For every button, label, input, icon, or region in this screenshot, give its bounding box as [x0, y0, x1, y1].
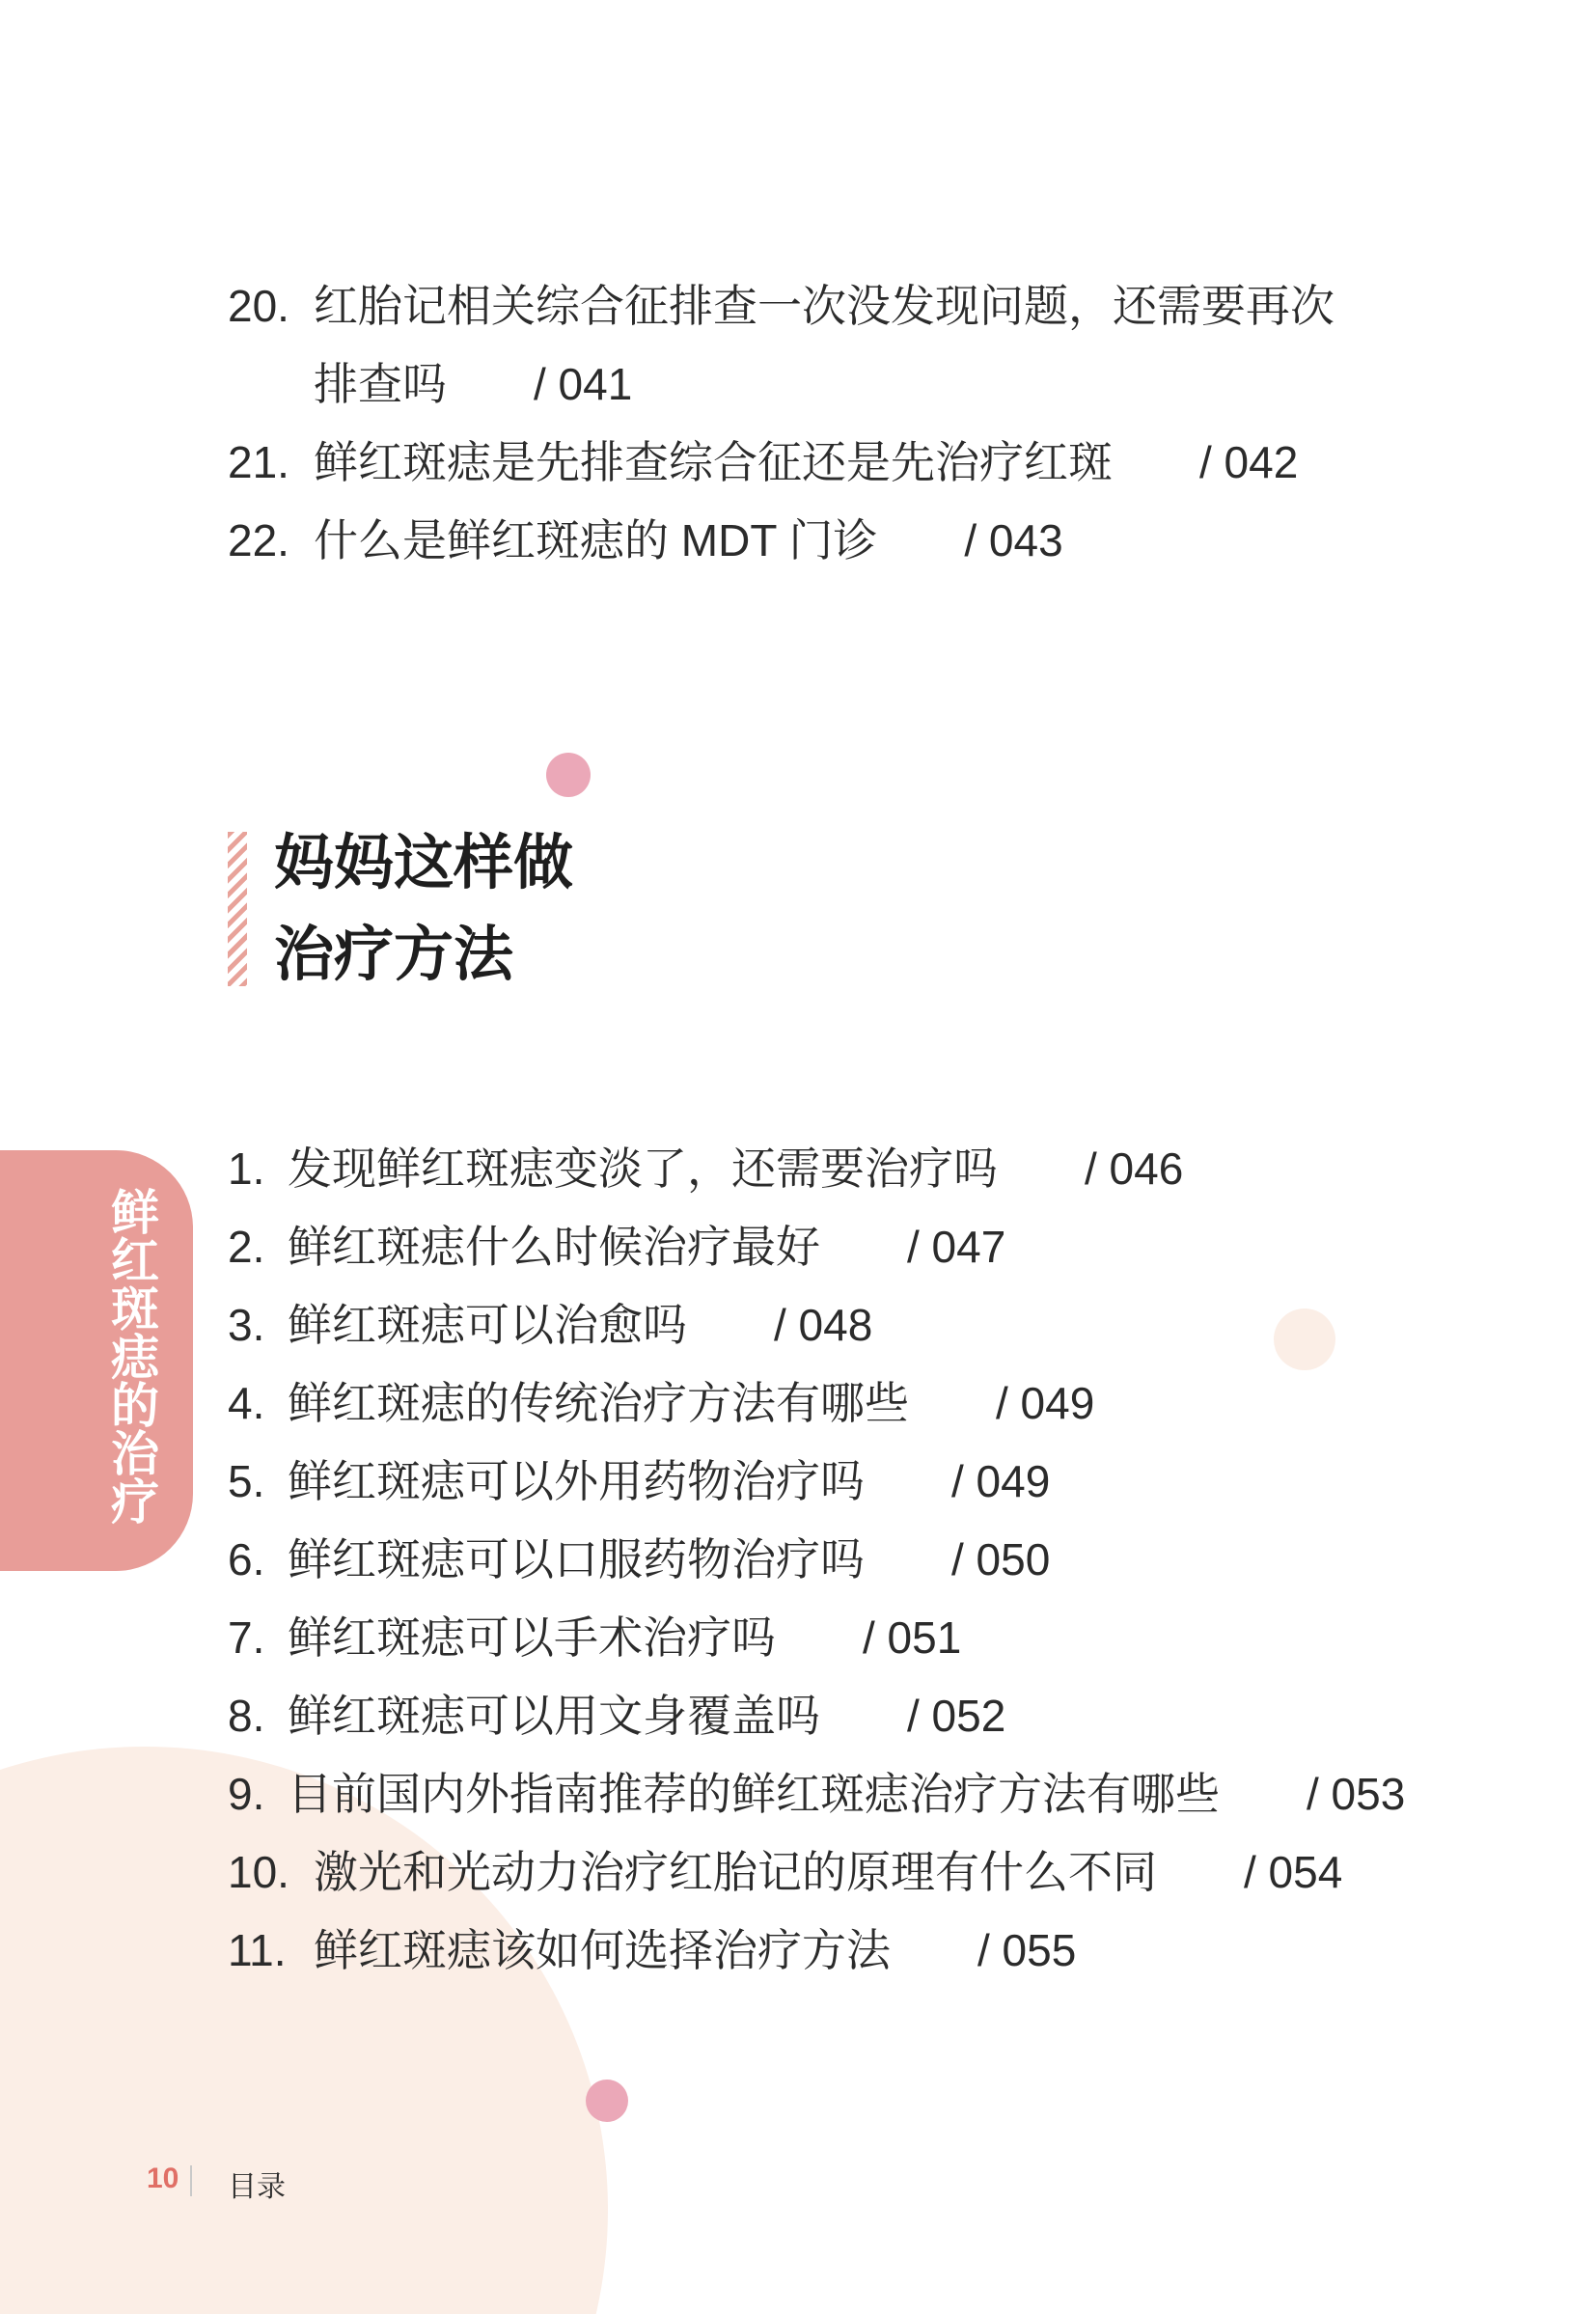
- toc-item-title: 激光和光动力治疗红胎记的原理有什么不同: [314, 1847, 1157, 1897]
- toc-item-page: / 051: [863, 1612, 962, 1663]
- toc-item-title: 鲜红斑痣可以外用药物治疗吗: [288, 1456, 865, 1506]
- toc-item[interactable]: [228, 1521, 1386, 1599]
- toc-item-page: / 050: [951, 1534, 1051, 1584]
- toc-item[interactable]: [228, 1755, 1406, 1833]
- toc-item[interactable]: [228, 1130, 1386, 1208]
- toc-item[interactable]: [228, 502, 1386, 580]
- toc-item-number: 4.: [228, 1378, 265, 1428]
- toc-item-title: 鲜红斑痣什么时候治疗最好: [288, 1222, 820, 1272]
- toc-item-number: 11.: [228, 1925, 287, 1975]
- toc-item-title: 鲜红斑痣可以手术治疗吗: [288, 1612, 776, 1663]
- toc-item-page: / 042: [1199, 437, 1299, 487]
- toc-item-page: / 055: [977, 1925, 1077, 1975]
- toc-item-title: 排查吗: [314, 359, 447, 409]
- toc-item[interactable]: [228, 1364, 1386, 1443]
- toc-item[interactable]: [228, 1677, 1386, 1755]
- toc-item-title: 鲜红斑痣可以口服药物治疗吗: [288, 1534, 865, 1584]
- footer-divider: [190, 2165, 192, 2196]
- toc-item-page: / 049: [996, 1378, 1095, 1428]
- toc-item[interactable]: [228, 424, 1386, 502]
- heading-stripe-decoration: [228, 832, 247, 986]
- toc-item[interactable]: [228, 1912, 1386, 1990]
- toc-item-number: 6.: [228, 1534, 265, 1584]
- toc-item-page: / 048: [774, 1300, 873, 1350]
- toc-item-title: 目前国内外指南推荐的鲜红斑痣治疗方法有哪些: [288, 1769, 1220, 1819]
- toc-item-page: / 041: [534, 359, 633, 409]
- toc-item-number: 20.: [228, 281, 289, 331]
- toc-item-title: 鲜红斑痣该如何选择治疗方法: [314, 1925, 891, 1975]
- footer-label: 目录: [228, 2171, 286, 2203]
- toc-item-page: / 043: [964, 515, 1063, 565]
- toc-item-number: 3.: [228, 1300, 265, 1350]
- toc-item[interactable]: [228, 1443, 1386, 1521]
- toc-list-treatment: [228, 1130, 1406, 1990]
- page-number: 10: [147, 2162, 179, 2194]
- toc-item-page: / 046: [1085, 1143, 1184, 1194]
- toc-list-previous: [228, 267, 1386, 580]
- toc-item-page: / 054: [1244, 1847, 1343, 1897]
- toc-item[interactable]: [228, 267, 1386, 345]
- toc-item-number: 1.: [228, 1143, 265, 1194]
- toc-item-number: 2.: [228, 1222, 265, 1272]
- toc-item-number: 21.: [228, 437, 289, 487]
- toc-item[interactable]: [228, 1286, 1386, 1364]
- toc-item-title: 鲜红斑痣可以用文身覆盖吗: [288, 1691, 820, 1741]
- toc-item[interactable]: [228, 1208, 1386, 1286]
- toc-item-title: 鲜红斑痣的传统治疗方法有哪些: [288, 1378, 909, 1428]
- toc-item-number: 9.: [228, 1769, 265, 1819]
- toc-item[interactable]: [228, 1833, 1386, 1912]
- toc-item-continuation[interactable]: [228, 345, 1386, 424]
- decorative-dot-pink-bottom: [586, 2080, 628, 2122]
- toc-item-number: 5.: [228, 1456, 265, 1506]
- toc-item-page: / 047: [907, 1222, 1006, 1272]
- toc-item-number: 22.: [228, 515, 289, 565]
- section-title: 妈妈这样做: [274, 830, 574, 896]
- toc-item-page: / 049: [951, 1456, 1051, 1506]
- toc-item-title: 红胎记相关综合征排查一次没发现问题，还需要再次: [314, 281, 1335, 331]
- toc-item-title: 鲜红斑痣是先排查综合征还是先治疗红斑: [314, 437, 1113, 487]
- decorative-dot-pink: [546, 753, 591, 797]
- toc-item-number: 10.: [228, 1847, 289, 1897]
- toc-item[interactable]: [228, 1599, 1386, 1677]
- section-subtitle: 治疗方法: [274, 922, 514, 988]
- toc-item-page: / 053: [1307, 1769, 1406, 1819]
- toc-item-number: 8.: [228, 1691, 265, 1741]
- toc-item-title: 什么是鲜红斑痣的 MDT 门诊: [314, 515, 878, 565]
- toc-item-title: 发现鲜红斑痣变淡了，还需要治疗吗: [288, 1143, 998, 1194]
- toc-item-title: 鲜红斑痣可以治愈吗: [288, 1300, 687, 1350]
- toc-item-page: / 052: [907, 1691, 1006, 1741]
- toc-item-number: 7.: [228, 1612, 265, 1663]
- chapter-side-tab-label: 鲜红斑痣的治疗: [104, 1187, 158, 1525]
